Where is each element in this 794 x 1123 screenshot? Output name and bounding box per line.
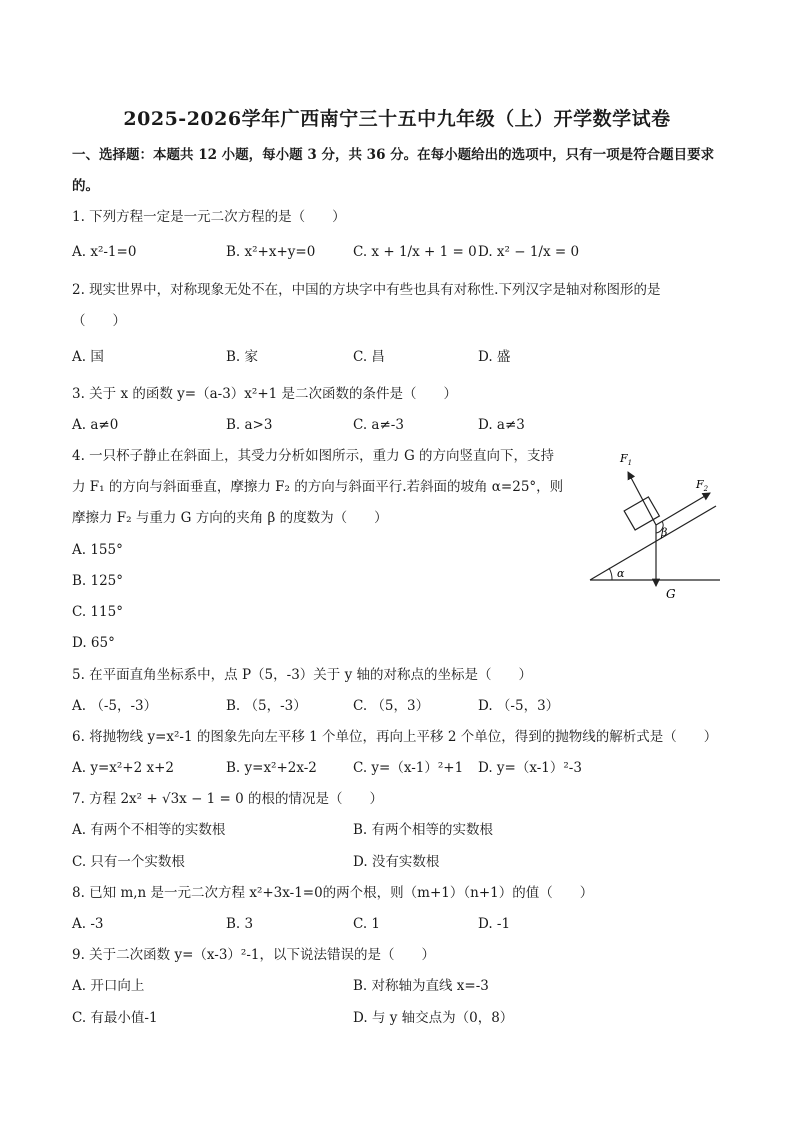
q7-stem: 7. 方程 2x² + √3x − 1 = 0 的根的情况是（ ） [72,791,384,807]
q9-option-d: D. 与 y 轴交点为（0，8） [353,1010,514,1026]
alpha-arc [609,568,612,580]
g-label: G [666,587,676,601]
q2-option-c: C. 昌 [353,349,385,365]
q8-option-d: D. -1 [478,916,511,932]
f1-label: $F_1$ [620,452,633,467]
q4-option-d: D. 65° [72,635,115,651]
q4-option-a: A. 155° [72,542,123,558]
alpha-label: α [617,567,625,580]
q8-option-a: A. -3 [72,916,104,932]
q4-option-c: C. 115° [72,604,123,620]
q3-option-b: B. a>3 [226,417,273,433]
q8-option-b: B. 3 [226,916,254,932]
q2-stem-line1: 2. 现实世界中，对称现象无处不在，中国的方块字中有些也具有对称性.下列汉字是轴对称图形的是 [72,282,661,298]
q5-option-a: A. （-5，-3） [72,698,158,714]
q7-option-a: A. 有两个不相等的实数根 [72,822,226,838]
beta-label: β [661,526,668,539]
q7-option-b: B. 有两个相等的实数根 [353,822,494,838]
q2-option-d: D. 盛 [478,349,511,365]
q3-option-c: C. a≠-3 [353,417,404,433]
q5-option-b: B. （5，-3） [226,698,307,714]
q7-option-c: C. 只有一个实数根 [72,854,185,870]
q4-stem-line2: 力 F₁ 的方向与斜面垂直，摩擦力 F₂ 的方向与斜面平行.若斜面的坡角 α=25°，则 [72,479,564,495]
f2-arrow [656,493,710,525]
q6-option-d: D. y=（x-1）²-3 [478,760,582,776]
q5-stem: 5. 在平面直角坐标系中，点 P（5，-3）关于 y 轴的对称点的坐标是（ ） [72,667,532,683]
q6-option-b: B. y=x²+2x-2 [226,760,317,776]
q2-option-b: B. 家 [226,349,259,365]
q6-stem: 6. 将抛物线 y=x²-1 的图象先向左平移 1 个单位，再向上平移 2 个单位，得到的抛物线的解析式是（ ） [72,729,718,745]
q2-stem-line2: （ ） [72,313,126,329]
q8-stem: 8. 已知 m,n 是一元二次方程 x²+3x-1=0的两个根，则（m+1）（n+1）的值（ ） [72,885,594,901]
q1-option-c: C. x + 1/x + 1 = 0 [353,244,477,260]
q7-option-d: D. 没有实数根 [353,854,440,870]
q2-option-a: A. 国 [72,349,104,365]
q4-stem-line3: 摩擦力 F₂ 与重力 G 方向的夹角 β 的度数为（ ） [72,510,388,526]
q1-option-a: A. x²-1=0 [72,244,137,260]
page-title: 2025-2026学年广西南宁三十五中九年级（上）开学数学试卷 [123,108,671,130]
incline-force-diagram [586,446,724,604]
q4-option-b: B. 125° [72,573,124,589]
f2-label: $F_2$ [696,478,709,493]
section-instructions-line1: 一、选择题：本题共 12 小题，每小题 3 分，共 36 分。在每小题给出的选项中，只有一项是符合题目要求 [72,147,715,163]
q6-option-a: A. y=x²+2 x+2 [72,760,175,776]
q1-option-b: B. x²+x+y=0 [226,244,316,260]
q3-stem: 3. 关于 x 的函数 y=（a-3）x²+1 是二次函数的条件是（ ） [72,386,458,402]
q9-option-b: B. 对称轴为直线 x=-3 [353,978,489,994]
q3-option-d: D. a≠3 [478,417,525,433]
q5-option-d: D. （-5，3） [478,698,560,714]
q4-stem-line1: 4. 一只杯子静止在斜面上，其受力分析如图所示，重力 G 的方向竖直向下，支持 [72,448,555,464]
q3-option-a: A. a≠0 [72,417,119,433]
q6-option-c: C. y=（x-1）²+1 [353,760,464,776]
q1-option-d: D. x² − 1/x = 0 [478,244,580,260]
q9-option-a: A. 开口向上 [72,978,145,994]
q1-stem: 1. 下列方程一定是一元二次方程的是（ ） [72,209,346,225]
q9-option-c: C. 有最小值-1 [72,1010,158,1026]
q5-option-c: C. （5，3） [353,698,430,714]
q9-stem: 9. 关于二次函数 y=（x-3）²-1，以下说法错误的是（ ） [72,947,435,963]
cup-block [624,497,659,530]
section-instructions-line2: 的。 [72,178,99,194]
q8-option-c: C. 1 [353,916,381,932]
